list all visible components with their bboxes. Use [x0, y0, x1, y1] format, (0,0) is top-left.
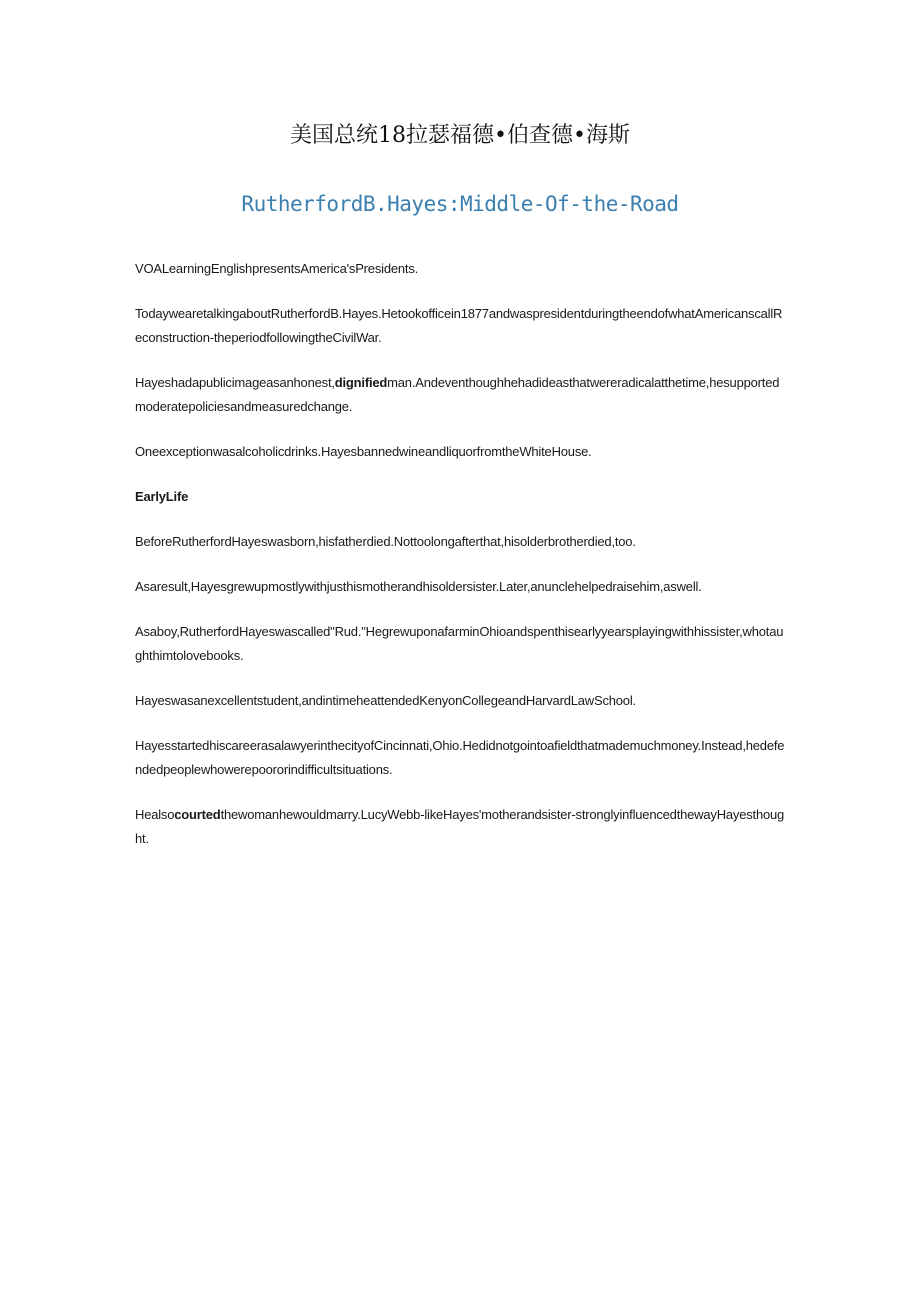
- text-segment: man.Andeventhoughhehadideasthatwereradicalatthetime,hesupportedmoderatepoliciesandmeasuredchange.: [135, 375, 780, 414]
- text-segment: Hayeshadapublicimageasanhonest,: [135, 375, 335, 390]
- text-segment: thewomanhewouldmarry.LucyWebb-likeHayes'motherandsister-stronglyinfluencedthewayHayesthought.: [135, 807, 785, 846]
- english-title: RutherfordB.Hayes:Middle-Of-the-Road: [241, 192, 679, 216]
- paragraph-alcohol: Oneexceptionwasalcoholicdrinks.HayesbannedwineandliquorfromtheWhiteHouse.: [135, 444, 592, 459]
- chinese-title: 美国总统18拉瑟福德•伯查德•海斯: [290, 123, 630, 148]
- paragraph-father: BeforeRutherfordHayeswasborn,hisfatherdied.Nottoolongafterthat,hisolderbrotherdied,too.: [135, 534, 636, 549]
- paragraph-reconstruction: TodaywearetalkingaboutRutherfordB.Hayes.Hetookofficein1877andwaspresidentduringtheendofwhatAmericanscallReconstruction-theperiodfollowingtheCivilWar.: [135, 306, 783, 345]
- section-heading-early-life: EarlyLife: [135, 489, 189, 504]
- paragraph-public-image: [135, 371, 787, 419]
- paragraph-mother-sister: Asaresult,Hayesgrewupmostlywithjusthismotherandhisoldersister.Later,anunclehelpedraisehim,aswell.: [135, 579, 702, 594]
- paragraph-career: HayesstartedhiscareerasalawyerinthecityofCincinnati,Ohio.Hedidnotgointoafieldthatmademuchmoney.Instead,hedefendedpeoplewhowerepoororindifficultsituations.: [135, 738, 785, 777]
- text-segment: Healso: [135, 807, 175, 822]
- bold-word-courted: courted: [174, 807, 221, 822]
- paragraph-education: Hayeswasanexcellentstudent,andintimeheattendedKenyonCollegeandHarvardLawSchool.: [135, 693, 636, 708]
- article-body: [135, 257, 787, 872]
- paragraph-intro: VOALearningEnglishpresentsAmerica'sPresidents.: [135, 261, 419, 276]
- bold-word-dignified: dignified: [334, 375, 388, 390]
- paragraph-boyhood: Asaboy,RutherfordHayeswascalled"Rud."HegrewuponafarminOhioandspenthisearlyyearsplayingwithhissister,whotaughthimtolovebooks.: [135, 624, 784, 663]
- paragraph-lucy-webb: [135, 803, 787, 851]
